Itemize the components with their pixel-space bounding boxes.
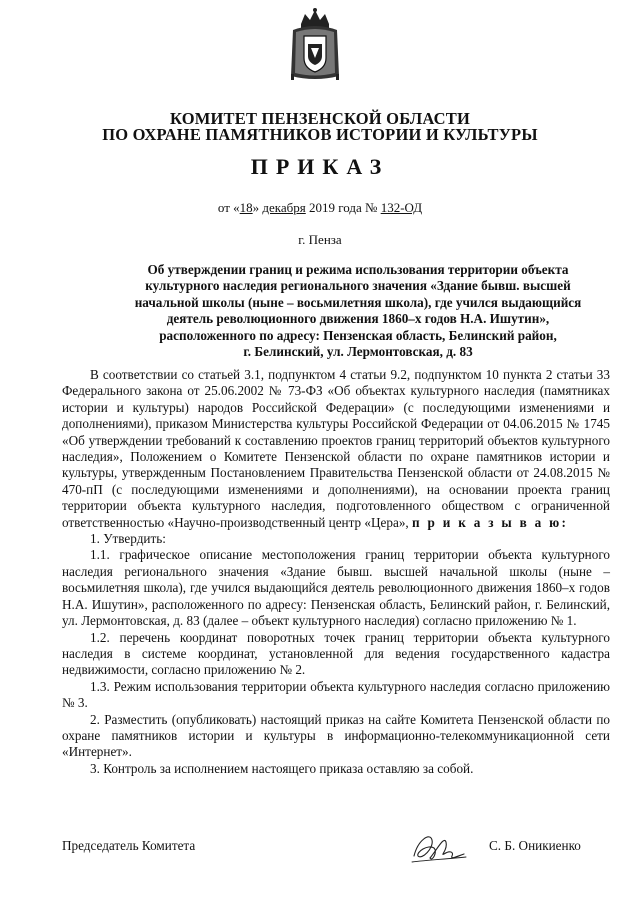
preamble-paragraph — [62, 367, 610, 531]
title-line: начальной школы (ныне – восьмилетняя школа), где учился выдающийся — [134, 294, 582, 310]
organization-name-line-2: ПО ОХРАНЕ ПАМЯТНИКОВ ИСТОРИИ И КУЛЬТУРЫ — [102, 125, 538, 144]
signatory-role: Председатель Комитета — [62, 838, 196, 853]
item-1: 1. Утвердить: — [90, 531, 166, 547]
handwritten-signature — [408, 826, 470, 868]
order-title — [108, 262, 608, 360]
date-day: 18 — [239, 200, 253, 215]
item-1-3: 1.3. Режим использования территории объекта культурного наследия согласно приложению № 3. — [62, 678, 610, 711]
order-body — [62, 367, 610, 777]
command-word: п р и к а з ы в а ю: — [412, 514, 569, 530]
title-line: расположенного по адресу: Пензенская область, Белинский район, — [159, 327, 557, 343]
document-type-heading: ПРИКАЗ — [250, 154, 390, 179]
order-number: 132-ОД — [380, 200, 423, 215]
organization-name-line-1: КОМИТЕТ ПЕНЗЕНСКОЙ ОБЛАСТИ — [169, 109, 471, 128]
item-2: 2. Разместить (опубликовать) настоящий приказ на сайте Комитета Пензенской области по охране памятников истории и культуры в информационно-телекоммуникационной сети «Интернет». — [62, 711, 610, 760]
date-month: декабря — [262, 200, 306, 215]
title-line: г. Белинский, ул. Лермонтовская, д. 83 — [243, 344, 473, 360]
item-1-1: 1.1. графическое описание местоположения границ территории объекта культурного наследия регионального значения «Здание бывш. высшей начальной школы (ныне – восьмилетняя школа), где учился выдающийся деятель революционного движения 1860–х годов Н.А. Ишутин», расположенного по адресу: Пензенская область, Белинский район, г. Белинский, ул. Лермонтовская, д. 83 (далее – объект культурного наследия) согласно приложению № 1. — [62, 547, 610, 629]
date-prefix: от « — [217, 200, 240, 215]
order-date-number — [0, 200, 640, 216]
city: г. Пенза — [298, 232, 342, 247]
preamble-text: В соответствии со статьей 3.1, подпунктом 4 статьи 9.2, подпунктом 10 пункта 2 статьи 33 Федерального закона от 25.06.2002 № 73-ФЗ «Об объектах культурного наследия (памятниках истории и культуры) народов Российской Федерации» (с последующими изменениями и дополнениями), приказом Министерства культуры Российской Федерации от 04.06.2015 № 1745 «Об утверждении требований к составлению проектов границ территорий объектов культурного наследия», Положением о Комитете Пензенской области по охране памятников истории и культуры, утвержденным Постановлением Правительства Пензенской области от 24.08.2015 № 470-пП (с последующими изменениями и дополнениями), на основании проекта границ территории объекта культурного наследия, подготовленного обществом с ограниченной ответственностью «Научно-производственный центр «Цера», — [62, 367, 610, 530]
title-line: культурного наследия регионального значения «Здание бывш. высшей — [145, 278, 571, 294]
title-line: деятель революционного движения 1860–х годов Н.А. Ишутин», — [166, 311, 550, 327]
coat-of-arms-emblem — [287, 6, 343, 82]
date-year: 2019 года № — [305, 200, 381, 215]
item-1-2: 1.2. перечень координат поворотных точек границ территории объекта культурного наследия в системе координат, установленной для ведения государственного кадастра недвижимости, согласно приложению № 2. — [62, 629, 610, 678]
date-mid: » — [252, 200, 263, 215]
item-3: 3. Контроль за исполнением настоящего приказа оставляю за собой. — [90, 760, 474, 776]
title-line: Об утверждении границ и режима использования территории объекта — [147, 262, 569, 277]
signatory-name: С. Б. Оникиенко — [489, 838, 581, 853]
